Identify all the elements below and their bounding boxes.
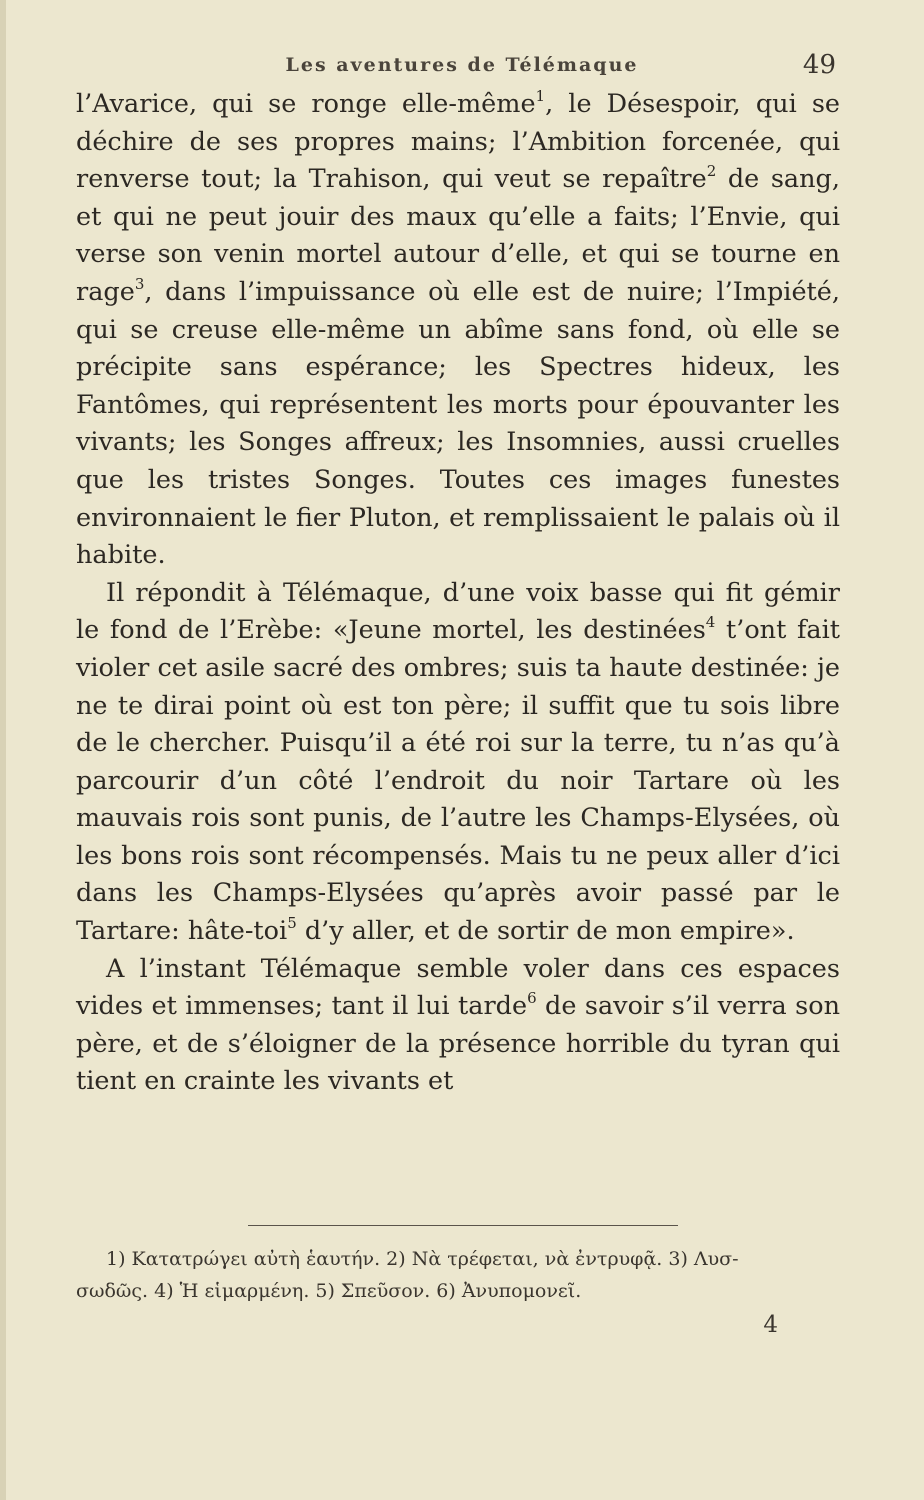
page-header — [0, 48, 924, 88]
footnote-ref: 2 — [706, 162, 717, 181]
text-run: d’y aller, et de sortir de mon empire». — [296, 916, 795, 947]
footnote-ref: 4 — [705, 613, 716, 632]
footnote-divider — [248, 1225, 678, 1226]
footnote-line: 1) Κατατρώγει αὐτὴ ἑαυτήν. 2) Νὰ τρέφεται, νὰ ἐντρυφᾷ. 3) Λυσ- — [106, 1248, 739, 1270]
text-run: de sang, et qui ne peut jouir des maux qu’elle a faits; l’Envie, qui verse son venin mortel autour d’elle, et qui se tourne en rage — [76, 164, 840, 307]
footnotes — [76, 1243, 840, 1307]
running-title: Les aventures de Télémaque — [285, 54, 639, 76]
page-edge — [0, 0, 6, 1500]
paragraph — [76, 575, 840, 951]
text-run: , le Désespoir, qui se déchire de ses propres mains; l’Ambition forcenée, qui renverse tout; la Trahison, qui veut se repaître — [76, 89, 841, 195]
footnote-ref: 3 — [134, 274, 145, 293]
paragraph — [76, 951, 840, 1101]
text-run: , dans l’impuissance où elle est de nuire; l’Impiété, qui se creuse elle-même un abîme sans fond, où elle se précipite sans espérance; les Spectres hideux, les Fantômes, qui représentent les morts pour épouvanter les vivants; les Songes affreux; les Insomnies, aussi cruelles que les tristes Songes. Toutes ces images funestes environnaient le fier Pluton, et remplissaient le palais où il habite. — [76, 276, 840, 571]
text-run: A l’instant Télémaque semble voler dans ces espaces vides et immenses; tant il lui tarde — [76, 953, 840, 1022]
footnote-ref: 1 — [535, 87, 546, 105]
text-run: l’Avarice, qui se ronge elle-même — [76, 89, 536, 119]
paragraph — [76, 86, 840, 575]
text-run: de savoir s’il verra son père, et de s’éloigner de la présence horrible du tyran qui tient en crainte les vivants et — [76, 991, 841, 1097]
page-number: 49 — [802, 50, 836, 80]
text-run: Il répondit à Télémaque, d’une voix basse qui fit gémir le fond de l’Erèbe: «Jeune mortel, les destinées — [76, 577, 840, 646]
footnote-ref: 5 — [287, 914, 297, 933]
signature-mark: 4 — [763, 1312, 778, 1338]
footnote-line: σωδῶς. 4) Ἡ εἱμαρμένη. 5) Σπεῦσον. 6) Ἀνυπομονεῖ. — [76, 1280, 582, 1302]
body-text — [76, 86, 840, 1101]
text-run: t’ont fait violer cet asile sacré des ombres; suis ta haute destinée: je ne te dirai point où est ton père; il suffit que tu sois libre de le chercher. Puisqu’il a été roi sur la terre, tu n’as qu’à parcourir d’un côté l’endroit du noir Tartare où les mauvais rois sont punis, de l’autre les Champs-Elysées, où les bons rois sont récompensés. Mais tu ne peux aller d’ici dans les Champs-Elysées qu’après avoir passé par le Tartare: hâte-toi — [76, 615, 840, 947]
footnote-ref: 6 — [527, 989, 537, 1008]
